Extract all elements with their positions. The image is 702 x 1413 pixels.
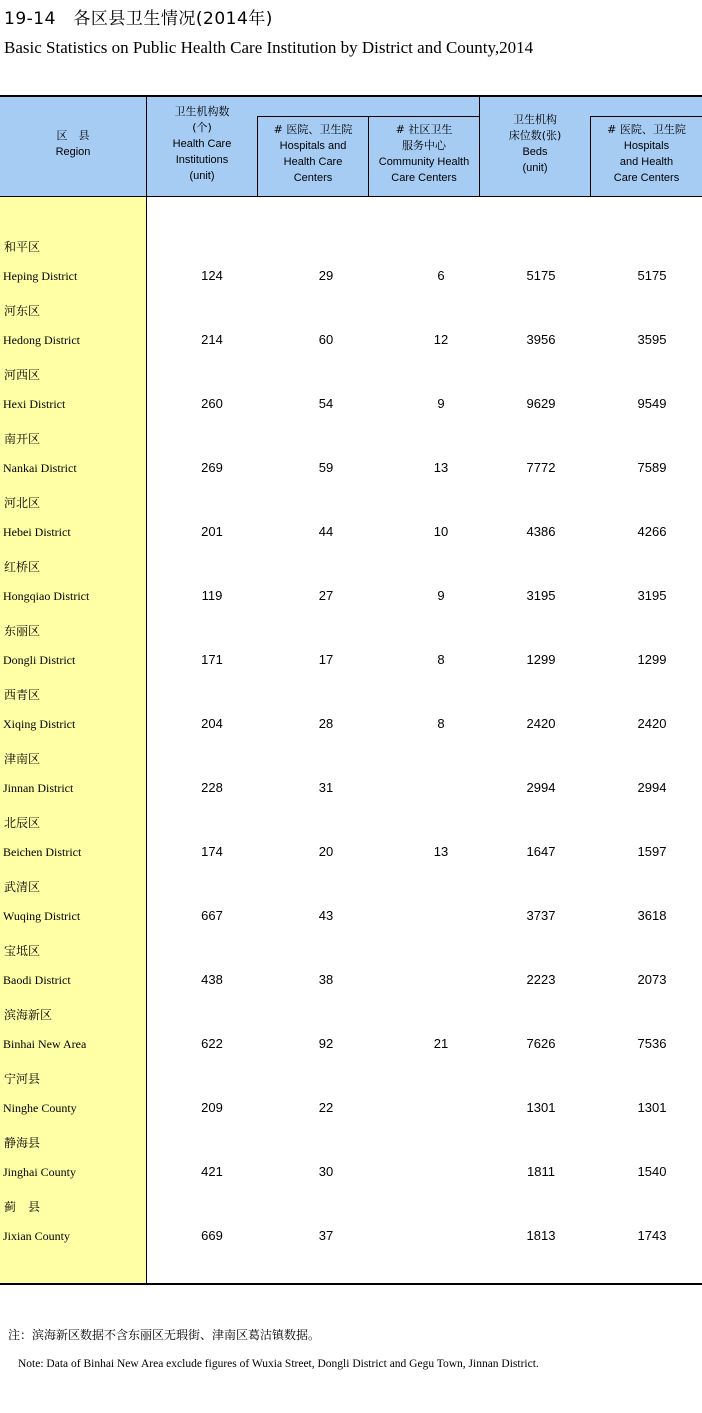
header-community-cn1: # 社区卫生 xyxy=(395,123,453,136)
table-cell: 12 xyxy=(433,332,449,347)
header-beds-en2: (unit) xyxy=(522,162,548,174)
table-cell: 201 xyxy=(201,524,223,539)
table-cell: 622 xyxy=(201,1036,223,1051)
header-institutions-en1: Health Care xyxy=(172,138,232,150)
table-cell: 31 xyxy=(318,780,334,795)
table-cell: 204 xyxy=(201,716,223,731)
header-community-en2: Care Centers xyxy=(391,172,457,184)
table-cell: 9629 xyxy=(526,396,556,411)
table-cell: 260 xyxy=(201,396,223,411)
table-cell: 13 xyxy=(433,460,449,475)
table-cell: 20 xyxy=(318,844,334,859)
row-region-en: Jinghai County xyxy=(3,1165,77,1179)
row-region-en: Ninghe County xyxy=(3,1101,77,1115)
table-cell: 28 xyxy=(318,716,334,731)
header-beds-cn2: 床位数(张) xyxy=(508,129,562,142)
table-cell: 13 xyxy=(433,844,449,859)
header-community-en1: Community Health xyxy=(378,156,470,168)
table-cell: 1743 xyxy=(637,1228,667,1243)
page-title-cn: 19-14 各区县卫生情况(2014年) xyxy=(4,9,273,29)
header-beds-hospitals xyxy=(591,122,702,186)
table-cell: 1597 xyxy=(637,844,667,859)
row-region-en: Baodi District xyxy=(3,973,71,987)
row-region-en: Jixian County xyxy=(3,1229,71,1243)
header-beds-cn1: 卫生机构 xyxy=(513,113,557,126)
header-institutions-en3: (unit) xyxy=(189,170,215,182)
table-cell: 10 xyxy=(433,524,449,539)
table-cell: 92 xyxy=(318,1036,334,1051)
table-cell: 7589 xyxy=(637,460,667,475)
table-cell: 60 xyxy=(318,332,334,347)
table-cell: 4386 xyxy=(526,524,556,539)
row-region-cn: 武清区 xyxy=(4,880,41,894)
row-region-en: Xiqing District xyxy=(3,717,76,731)
region-column xyxy=(0,196,146,1284)
table-cell: 9 xyxy=(437,396,445,411)
header-beds xyxy=(480,112,590,176)
table-cell: 228 xyxy=(201,780,223,795)
table-cell: 30 xyxy=(318,1164,334,1179)
table-cell: 2420 xyxy=(637,716,667,731)
table-cell: 7536 xyxy=(637,1036,667,1051)
row-region-en: Heping District xyxy=(3,269,78,283)
table-top-border xyxy=(0,95,702,97)
table-cell: 7772 xyxy=(526,460,556,475)
table-cell: 8 xyxy=(437,652,445,667)
row-region-en: Binhai New Area xyxy=(3,1037,87,1051)
header-beds-hospitals-en3: Care Centers xyxy=(613,172,680,184)
table-cell: 669 xyxy=(201,1228,223,1243)
table-cell: 174 xyxy=(201,844,223,859)
header-region-en: Region xyxy=(55,146,91,158)
table-cell: 1301 xyxy=(526,1100,556,1115)
row-region-cn: 静海县 xyxy=(4,1136,41,1150)
table-cell: 1540 xyxy=(637,1164,667,1179)
row-region-en: Hongqiao District xyxy=(3,589,90,603)
table-cell: 8 xyxy=(437,716,445,731)
header-inst-hospitals-cn: # 医院、卫生院 xyxy=(273,123,353,136)
table-cell: 269 xyxy=(201,460,223,475)
row-region-en: Nankai District xyxy=(3,461,77,475)
row-region-cn: 和平区 xyxy=(4,240,41,254)
header-community-centers xyxy=(369,122,479,186)
header-inst-hospitals-en2: Health Care xyxy=(283,156,343,168)
table-bottom-border xyxy=(0,1283,702,1285)
table-cell: 38 xyxy=(318,972,334,987)
row-region-en: Hedong District xyxy=(3,333,80,347)
table-cell: 2223 xyxy=(526,972,556,987)
table-cell: 22 xyxy=(318,1100,334,1115)
footnote-en: Note: Data of Binhai New Area exclude figures of Wuxia Street, Dongli District and Gegu Town, Jinnan District. xyxy=(18,1358,539,1370)
header-beds-en1: Beds xyxy=(522,146,548,158)
row-region-cn: 河西区 xyxy=(4,368,41,382)
table-cell: 209 xyxy=(201,1100,223,1115)
table-cell: 2994 xyxy=(526,780,556,795)
row-region-en: Dongli District xyxy=(3,653,76,667)
row-region-en: Jinnan District xyxy=(3,781,74,795)
table-cell: 21 xyxy=(433,1036,449,1051)
row-region-cn: 西青区 xyxy=(4,688,41,702)
row-region-cn: 北辰区 xyxy=(4,816,41,830)
row-region-cn: 南开区 xyxy=(4,432,41,446)
table-cell: 1299 xyxy=(526,652,556,667)
table-cell: 1299 xyxy=(637,652,667,667)
table-cell: 6 xyxy=(437,268,445,283)
header-inst-hospitals-en3: Centers xyxy=(293,172,333,184)
header-institutions-cn2: (个) xyxy=(192,121,212,134)
table-cell: 17 xyxy=(318,652,334,667)
header-beds-hospitals-cn: # 医院、卫生院 xyxy=(607,123,686,136)
region-divider xyxy=(146,96,147,1284)
table-cell: 7626 xyxy=(526,1036,556,1051)
row-region-cn: 河北区 xyxy=(4,496,41,510)
page-title-en: Basic Statistics on Public Health Care Institution by District and County,2014 xyxy=(4,38,534,57)
row-region-en: Wuqing District xyxy=(3,909,81,923)
row-region-cn: 滨海新区 xyxy=(4,1008,53,1022)
table-cell: 37 xyxy=(318,1228,334,1243)
table-cell: 2994 xyxy=(637,780,667,795)
header-beds-hospitals-en2: and Health xyxy=(619,156,674,168)
table-cell: 54 xyxy=(318,396,334,411)
row-region-en: Hexi District xyxy=(3,397,66,411)
header-bottom-border xyxy=(0,196,702,197)
table-cell: 3195 xyxy=(526,588,556,603)
row-region-en: Hebei District xyxy=(3,525,71,539)
row-region-cn: 东丽区 xyxy=(4,624,41,638)
table-cell: 438 xyxy=(201,972,223,987)
table-cell: 171 xyxy=(201,652,223,667)
header-inst-hospitals xyxy=(258,122,368,186)
row-region-cn: 津南区 xyxy=(4,752,41,766)
header-region xyxy=(0,128,146,160)
header-subline-right xyxy=(590,116,702,117)
header-institutions-cn1: 卫生机构数 xyxy=(174,105,230,118)
header-community-cn2: 服务中心 xyxy=(402,139,446,152)
row-region-cn: 蓟 县 xyxy=(4,1200,41,1214)
table-cell: 44 xyxy=(318,524,334,539)
table-cell: 5175 xyxy=(637,268,667,283)
header-institutions xyxy=(147,104,257,184)
table-cell: 3956 xyxy=(526,332,556,347)
table-cell: 3595 xyxy=(637,332,667,347)
table-cell: 124 xyxy=(201,268,223,283)
table-cell: 3737 xyxy=(526,908,556,923)
table-cell: 4266 xyxy=(637,524,667,539)
table-cell: 421 xyxy=(201,1164,223,1179)
row-region-cn: 红桥区 xyxy=(4,560,41,574)
row-region-cn: 河东区 xyxy=(4,304,41,318)
table-cell: 3618 xyxy=(637,908,667,923)
table-cell: 2073 xyxy=(637,972,667,987)
header-region-cn: 区 县 xyxy=(56,129,90,142)
row-region-cn: 宝坻区 xyxy=(4,944,41,958)
table-cell: 29 xyxy=(318,268,334,283)
footnote-cn: 注：滨海新区数据不含东丽区无瑕街、津南区葛沽镇数据。 xyxy=(8,1328,321,1342)
header-inst-hospitals-en1: Hospitals and xyxy=(279,140,347,152)
table-cell: 1301 xyxy=(637,1100,667,1115)
header-beds-hospitals-en1: Hospitals xyxy=(623,140,670,152)
header-institutions-en2: Institutions xyxy=(175,154,229,166)
table-cell: 214 xyxy=(201,332,223,347)
table-cell: 1811 xyxy=(527,1164,555,1179)
table-cell: 3195 xyxy=(637,588,667,603)
row-region-cn: 宁河县 xyxy=(4,1072,41,1086)
table-cell: 5175 xyxy=(526,268,556,283)
row-region-en: Beichen District xyxy=(3,845,82,859)
table-cell: 119 xyxy=(201,588,223,603)
table-cell: 43 xyxy=(318,908,334,923)
table-cell: 27 xyxy=(318,588,334,603)
table-cell: 9549 xyxy=(637,396,667,411)
table-cell: 1813 xyxy=(526,1228,556,1243)
table-cell: 2420 xyxy=(526,716,556,731)
table-cell: 9 xyxy=(437,588,445,603)
table-cell: 1647 xyxy=(526,844,556,859)
table-cell: 59 xyxy=(318,460,334,475)
table-cell: 667 xyxy=(201,908,223,923)
